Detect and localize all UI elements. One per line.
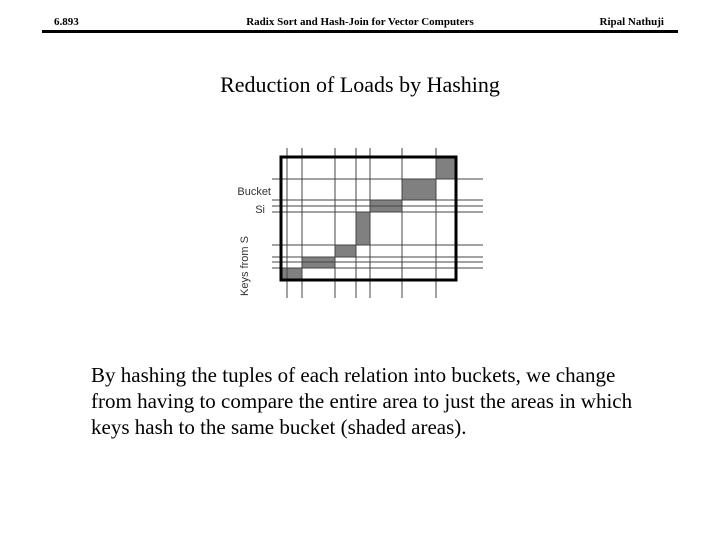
horizontal-gridlines (272, 179, 483, 268)
slide-title: Reduction of Loads by Hashing (220, 72, 500, 97)
author-name: Ripal Nathuji (599, 16, 664, 28)
shaded-bucket-1 (281, 268, 302, 280)
shaded-bucket-6 (402, 179, 436, 200)
course-number: 6.893 (54, 16, 79, 28)
bucket-label: Bucket (237, 186, 271, 198)
shaded-bucket-7 (436, 157, 456, 179)
lecture-title: Radix Sort and Hash-Join for Vector Computers (246, 16, 474, 28)
si-label: Si (255, 204, 265, 216)
slide-body-text: By hashing the tuples of each relation into buckets, we change from having to compare the entire area to just the areas in which keys hash to the same bucket (shaded areas). (91, 363, 633, 439)
shaded-bucket-3 (335, 245, 356, 257)
keys-axis-label: Keys from S (239, 236, 251, 296)
shaded-bucket-4 (356, 212, 370, 245)
